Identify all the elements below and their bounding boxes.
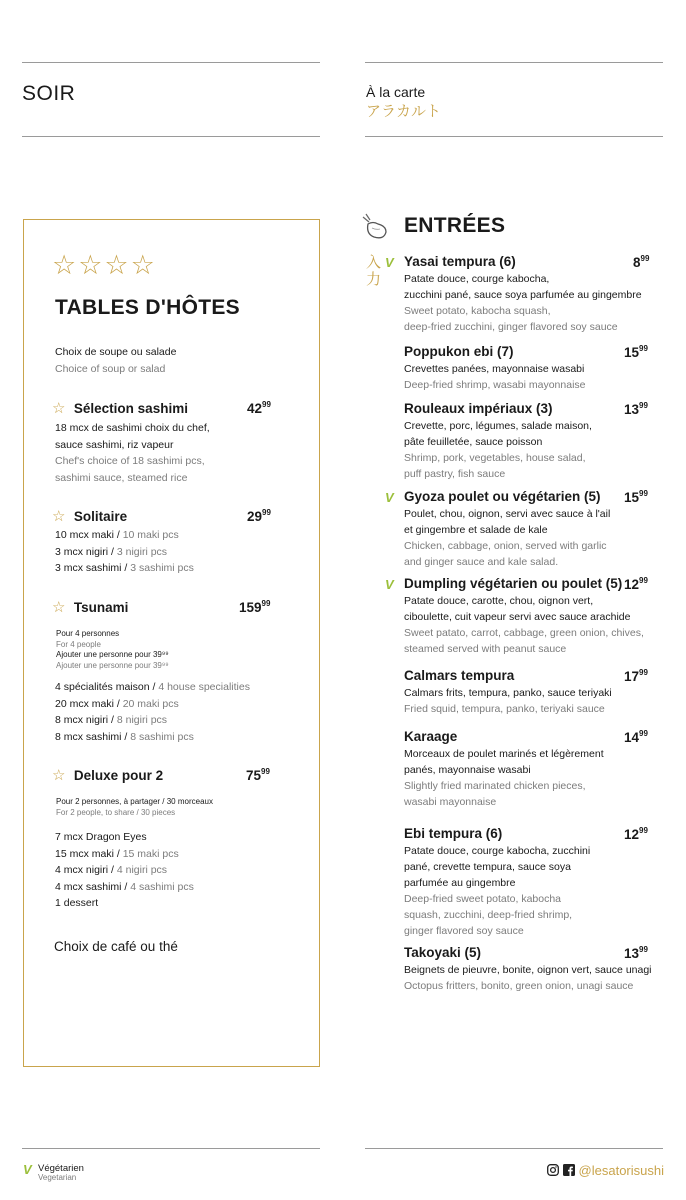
entree-price: $12^{99}$ — [624, 826, 648, 842]
footer-rule-left — [22, 1148, 320, 1149]
item-price: $29^{99}$ — [247, 508, 271, 524]
entree-price: $12^{99}$ — [624, 576, 648, 592]
entree-desc: Poulet, chou, oignon, servi avec sauce à l'ail et gingembre et salade de kale Chicken, cabbage, onion, served with garlic and ginger sauce and kale salad. — [404, 508, 611, 568]
item-desc: 7 mcx Dragon Eyes 15 mcx maki / 15 maki pcs 4 mcx nigiri / 4 nigiri pcs 4 mcx sashimi / 4 sashimi pcs 1 dessert — [55, 831, 194, 909]
entree-price: $14^{99}$ — [624, 729, 648, 745]
entrees-jp-tag: 入力 — [366, 254, 382, 288]
entree-price: $15^{99}$ — [624, 344, 648, 360]
menu-item-deluxe: ☆ Deluxe pour 2 — [52, 767, 164, 784]
instagram-icon — [547, 1164, 559, 1176]
footer-rule-right — [365, 1148, 663, 1149]
star-icon: ☆ — [52, 599, 66, 616]
entree-name: Ebi tempura (6) — [404, 826, 503, 841]
star-icon: ☆ — [52, 767, 66, 784]
facebook-icon — [563, 1164, 575, 1176]
header-rule-bottom-right — [365, 136, 663, 137]
header-rule-top-right — [365, 62, 663, 63]
entrees-title: ENTRÉES — [404, 214, 506, 237]
entree-name: Takoyaki (5) — [404, 945, 482, 960]
entree-desc: Beignets de pieuvre, bonite, oignon vert, sauce unagi Octopus fritters, bonito, green onion, unagi sauce — [404, 964, 652, 992]
entree-price: $17^{99}$ — [624, 668, 648, 684]
entree-name: Poppukon ebi (7) — [404, 344, 514, 359]
tempura-icon — [360, 210, 390, 242]
header-rule-bottom-left — [22, 136, 320, 137]
item-notes: Pour 2 personnes, à partager / 30 morceaux For 2 people, to share / 30 pieces — [56, 797, 213, 817]
entree-name: Rouleaux impériaux (3) — [404, 401, 553, 416]
item-notes: Pour 4 personnes For 4 people Ajouter une personne pour 39⁹⁹ Ajouter une personne pour 39⁹⁹ — [56, 629, 169, 670]
entree-desc: Morceaux de poulet marinés et légèrement panés, mayonnaise wasabi Slightly fried marinated chicken pieces, wasabi mayonnaise — [404, 748, 604, 808]
star-icon: ☆ — [52, 508, 66, 525]
header-rule-top-left — [22, 62, 320, 63]
entree-desc: Patate douce, courge kabocha, zucchini pané, crevette tempura, sauce soya parfumée au gingembre Deep-fried sweet potato, kabocha squash, zucchini, deep-fried shrimp, ginger flavored soy sauce — [404, 845, 591, 937]
star-icon: ☆ — [52, 400, 66, 417]
entree-name: Yasai tempura (6) — [404, 254, 516, 269]
vegetarian-icon: V — [385, 577, 394, 592]
entree-price: $13^{99}$ — [624, 401, 648, 417]
item-name: Sélection sashimi — [73, 401, 188, 416]
intro-en: Choice of soup or salad — [55, 363, 166, 375]
entree-desc: Patate douce, carotte, chou, oignon vert, ciboulette, cuit vapeur servi avec sauce arachide Sweet patato, carrot, cabbage, green onion, chives, steamed served with peanut sauce — [404, 595, 644, 655]
intro-fr: Choix de soupe ou salade — [55, 346, 177, 358]
vegetarian-symbol: V — [23, 1162, 32, 1177]
item-price: $75^{99}$ — [246, 767, 270, 783]
item-desc: 4 spécialités maison / 4 house specialities 20 mcx maki / 20 maki pcs 8 mcx nigiri / 8 nigiri pcs 8 mcx sashimi / 8 sashimi pcs — [55, 681, 250, 743]
menu-item-solitaire: ☆ Solitaire — [52, 508, 128, 525]
a-la-carte-label: À la carte — [366, 84, 426, 100]
vegetarian-label-en: Vegetarian — [38, 1173, 77, 1182]
item-price: $42^{99}$ — [247, 400, 271, 416]
four-star-rating-icon: ☆☆☆☆ — [52, 250, 157, 280]
a-la-carte-jp-label: アラカルト — [366, 103, 442, 120]
menu-item-tsunami: ☆ Tsunami — [52, 599, 129, 616]
entree-desc: Crevette, porc, légumes, salade maison, pâte feuilletée, sauce poisson Shrimp, pork, vegetables, house salad, puff pastry, fish sauce — [404, 420, 592, 480]
entree-name: Dumpling végétarien ou poulet (5) — [404, 576, 623, 591]
entree-price: $13^{99}$ — [624, 945, 648, 961]
entree-name: Gyoza poulet ou végétarien (5) — [404, 489, 601, 504]
tables-dhotes-title: TABLES D'HÔTES — [55, 296, 240, 319]
vegetarian-icon: V — [385, 490, 394, 505]
entree-price: $15^{99}$ — [624, 489, 648, 505]
entree-name: Calmars tempura — [404, 668, 515, 683]
item-price: $159^{99}$ — [239, 599, 271, 615]
entree-name: Karaage — [404, 729, 458, 744]
cafe-the-note: Choix de café ou thé — [54, 939, 178, 954]
entree-desc: Crevettes panées, mayonnaise wasabi Deep-fried shrimp, wasabi mayonnaise — [404, 363, 586, 391]
section-title-soir: SOIR — [22, 82, 76, 105]
vegetarian-icon: V — [385, 255, 394, 270]
vegetarian-label-fr: Végétarien — [38, 1163, 84, 1174]
item-desc: 18 mcx de sashimi choix du chef, sauce sashimi, riz vapeur Chef's choice of 18 sashimi pcs, sashimi sauce, steamed rice — [55, 422, 210, 484]
social-handle[interactable]: @lesatorisushi — [547, 1163, 664, 1178]
entree-price: $8^{99}$ — [633, 254, 650, 270]
menu-item-selection-sashimi — [52, 399, 188, 418]
entree-desc: Calmars frits, tempura, panko, sauce teriyaki Fried squid, tempura, panko, teriyaki sauce — [404, 687, 612, 715]
entree-desc: Patate douce, courge kabocha, zucchini pané, sauce soya parfumée au gingembre Sweet potato, kabocha squash, deep-fried zucchini, ginger flavored soy sauce — [404, 273, 642, 333]
item-desc: 10 mcx maki / 10 maki pcs 3 mcx nigiri / 3 nigiri pcs 3 mcx sashimi / 3 sashimi pcs — [55, 529, 194, 574]
